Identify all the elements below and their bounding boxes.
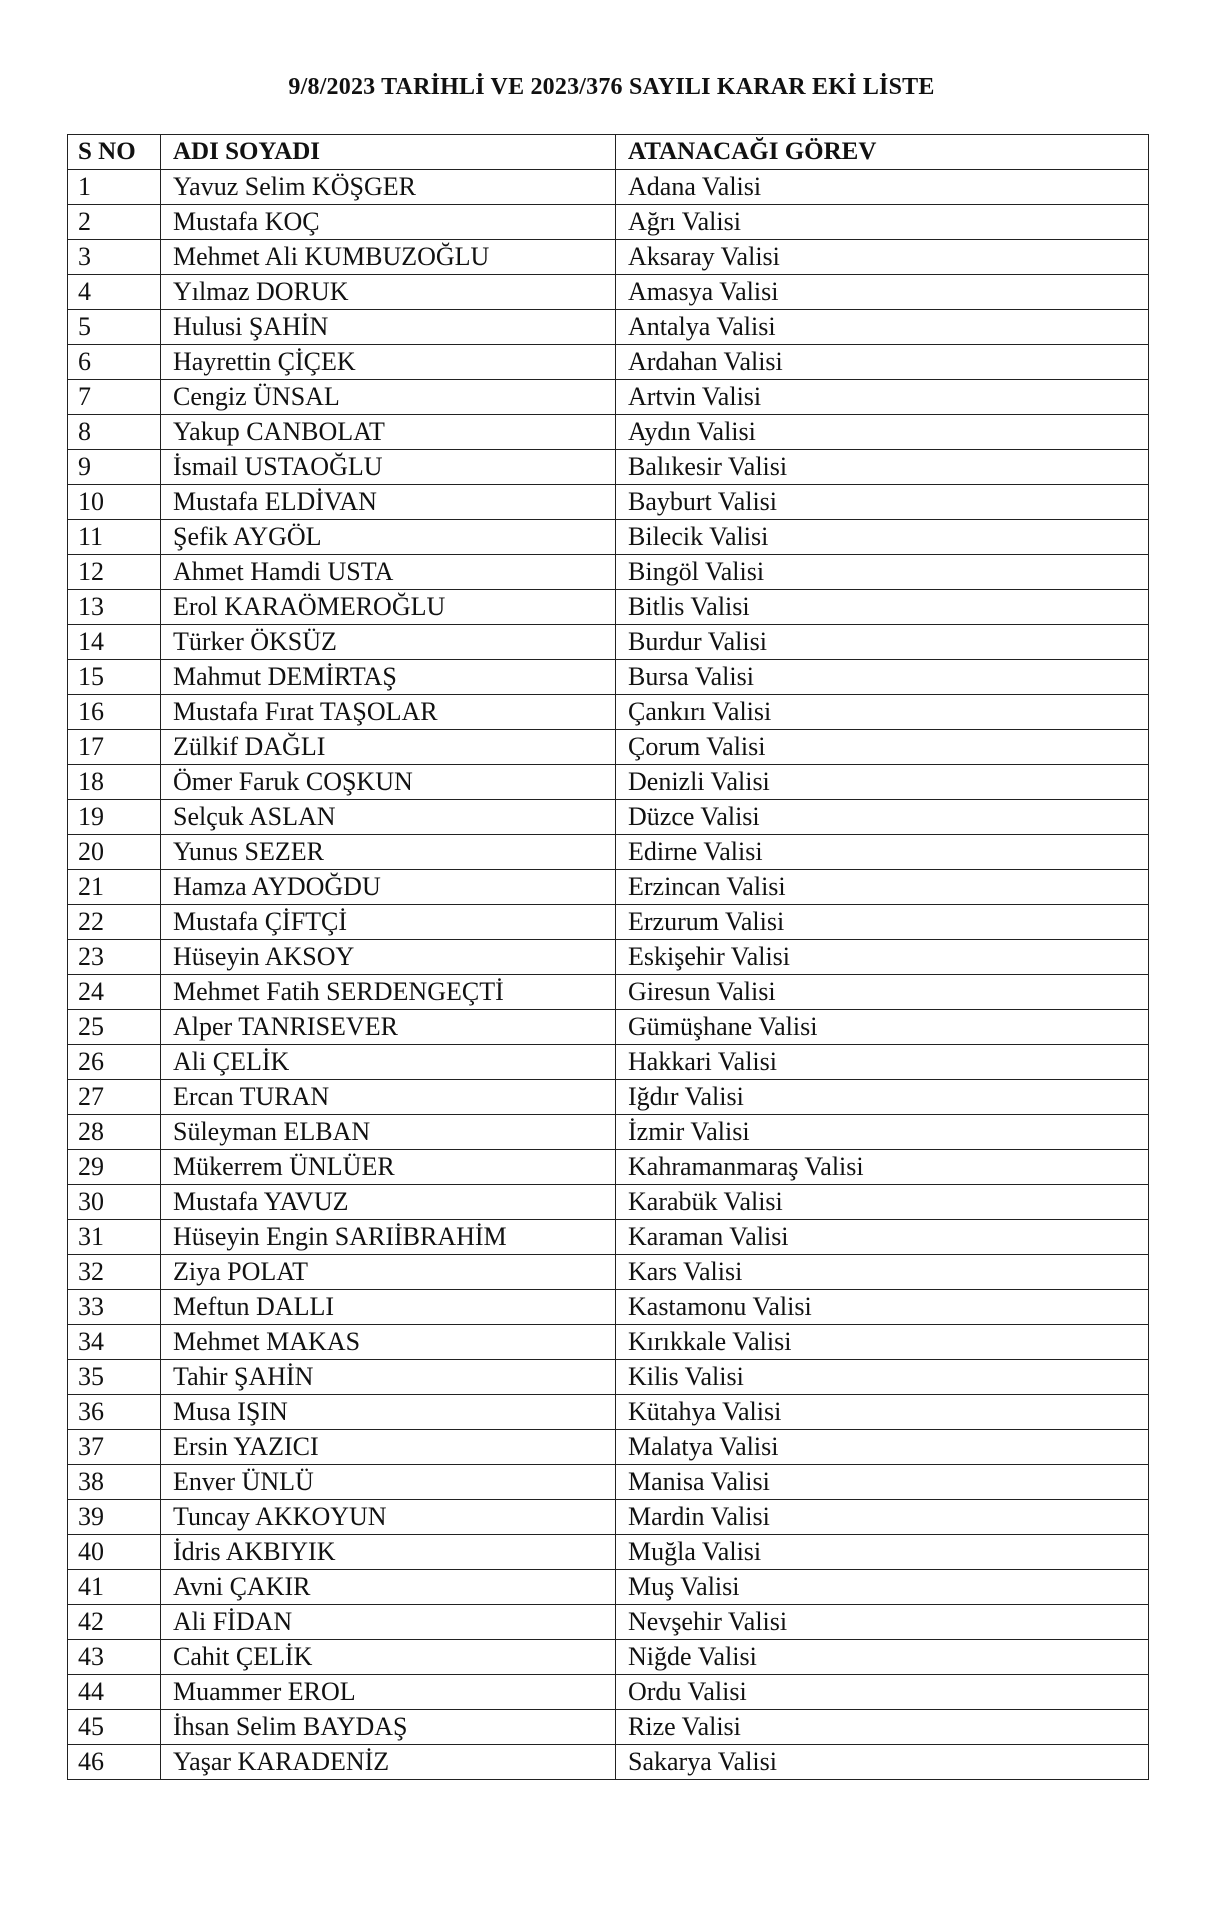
row-name: Alper TANRISEVER bbox=[161, 1010, 616, 1045]
row-number: 8 bbox=[68, 415, 161, 450]
row-name: Hamza AYDOĞDU bbox=[161, 870, 616, 905]
row-role: Muğla Valisi bbox=[616, 1535, 1149, 1570]
row-number: 16 bbox=[68, 695, 161, 730]
table-row bbox=[68, 1605, 1149, 1640]
row-number: 24 bbox=[68, 975, 161, 1010]
row-number: 6 bbox=[68, 345, 161, 380]
row-name: Mahmut DEMİRTAŞ bbox=[161, 660, 616, 695]
row-name: İhsan Selim BAYDAŞ bbox=[161, 1710, 616, 1745]
table-row bbox=[68, 590, 1149, 625]
row-number: 34 bbox=[68, 1325, 161, 1360]
row-role: Antalya Valisi bbox=[616, 310, 1149, 345]
row-number: 14 bbox=[68, 625, 161, 660]
row-name: Mehmet MAKAS bbox=[161, 1325, 616, 1360]
row-name: Yavuz Selim KÖŞGER bbox=[161, 170, 616, 205]
row-number: 17 bbox=[68, 730, 161, 765]
row-name: Erol KARAÖMEROĞLU bbox=[161, 590, 616, 625]
table-row bbox=[68, 1465, 1149, 1500]
row-name: Meftun DALLI bbox=[161, 1290, 616, 1325]
row-name: Yunus SEZER bbox=[161, 835, 616, 870]
table-row bbox=[68, 1080, 1149, 1115]
row-number: 25 bbox=[68, 1010, 161, 1045]
row-number: 33 bbox=[68, 1290, 161, 1325]
row-name: Muammer EROL bbox=[161, 1675, 616, 1710]
row-role: Eskişehir Valisi bbox=[616, 940, 1149, 975]
row-role: Gümüşhane Valisi bbox=[616, 1010, 1149, 1045]
row-name: Ersin YAZICI bbox=[161, 1430, 616, 1465]
row-name: Hayrettin ÇİÇEK bbox=[161, 345, 616, 380]
table-row bbox=[68, 1395, 1149, 1430]
row-number: 2 bbox=[68, 205, 161, 240]
table-row bbox=[68, 415, 1149, 450]
row-role: Bilecik Valisi bbox=[616, 520, 1149, 555]
table-row bbox=[68, 1500, 1149, 1535]
table-row bbox=[68, 485, 1149, 520]
row-name: Yılmaz DORUK bbox=[161, 275, 616, 310]
table-row bbox=[68, 1745, 1149, 1780]
row-number: 45 bbox=[68, 1710, 161, 1745]
table-row bbox=[68, 940, 1149, 975]
row-role: Kırıkkale Valisi bbox=[616, 1325, 1149, 1360]
row-role: Burdur Valisi bbox=[616, 625, 1149, 660]
row-name: Hüseyin AKSOY bbox=[161, 940, 616, 975]
table-row bbox=[68, 1220, 1149, 1255]
row-role: Denizli Valisi bbox=[616, 765, 1149, 800]
row-number: 20 bbox=[68, 835, 161, 870]
table-row bbox=[68, 1535, 1149, 1570]
row-number: 11 bbox=[68, 520, 161, 555]
row-number: 28 bbox=[68, 1115, 161, 1150]
row-role: Ordu Valisi bbox=[616, 1675, 1149, 1710]
row-name: Ali ÇELİK bbox=[161, 1045, 616, 1080]
table-row bbox=[68, 1115, 1149, 1150]
row-number: 41 bbox=[68, 1570, 161, 1605]
row-number: 18 bbox=[68, 765, 161, 800]
row-name: Cengiz ÜNSAL bbox=[161, 380, 616, 415]
row-name: Zülkif DAĞLI bbox=[161, 730, 616, 765]
row-number: 9 bbox=[68, 450, 161, 485]
table-row bbox=[68, 835, 1149, 870]
row-role: Kahramanmaraş Valisi bbox=[616, 1150, 1149, 1185]
table-row bbox=[68, 1640, 1149, 1675]
row-role: Kastamonu Valisi bbox=[616, 1290, 1149, 1325]
row-name: Enver ÜNLÜ bbox=[161, 1465, 616, 1500]
row-role: Aksaray Valisi bbox=[616, 240, 1149, 275]
table-row bbox=[68, 170, 1149, 205]
row-name: Mustafa ELDİVAN bbox=[161, 485, 616, 520]
row-role: Bingöl Valisi bbox=[616, 555, 1149, 590]
table-row bbox=[68, 380, 1149, 415]
row-name: Mehmet Ali KUMBUZOĞLU bbox=[161, 240, 616, 275]
header-name: ADI SOYADI bbox=[161, 135, 616, 170]
table-body bbox=[68, 170, 1149, 1780]
row-role: Edirne Valisi bbox=[616, 835, 1149, 870]
table-row bbox=[68, 1675, 1149, 1710]
row-role: Sakarya Valisi bbox=[616, 1745, 1149, 1780]
table-row bbox=[68, 800, 1149, 835]
table-row bbox=[68, 1255, 1149, 1290]
table-row bbox=[68, 1045, 1149, 1080]
row-role: Mardin Valisi bbox=[616, 1500, 1149, 1535]
row-role: Artvin Valisi bbox=[616, 380, 1149, 415]
table-row bbox=[68, 345, 1149, 380]
row-role: Iğdır Valisi bbox=[616, 1080, 1149, 1115]
row-role: Giresun Valisi bbox=[616, 975, 1149, 1010]
table-row bbox=[68, 1360, 1149, 1395]
row-name: Ercan TURAN bbox=[161, 1080, 616, 1115]
table-row bbox=[68, 905, 1149, 940]
row-number: 38 bbox=[68, 1465, 161, 1500]
appointment-table bbox=[67, 134, 1149, 1780]
row-number: 23 bbox=[68, 940, 161, 975]
row-name: Ali FİDAN bbox=[161, 1605, 616, 1640]
row-name: Selçuk ASLAN bbox=[161, 800, 616, 835]
row-role: Çankırı Valisi bbox=[616, 695, 1149, 730]
row-number: 19 bbox=[68, 800, 161, 835]
row-name: Mustafa KOÇ bbox=[161, 205, 616, 240]
row-role: İzmir Valisi bbox=[616, 1115, 1149, 1150]
row-name: Mehmet Fatih SERDENGEÇTİ bbox=[161, 975, 616, 1010]
row-name: Ziya POLAT bbox=[161, 1255, 616, 1290]
row-name: Yakup CANBOLAT bbox=[161, 415, 616, 450]
table-row bbox=[68, 660, 1149, 695]
header-role: ATANACAĞI GÖREV bbox=[616, 135, 1149, 170]
row-number: 35 bbox=[68, 1360, 161, 1395]
row-role: Hakkari Valisi bbox=[616, 1045, 1149, 1080]
row-role: Bitlis Valisi bbox=[616, 590, 1149, 625]
table-row bbox=[68, 1710, 1149, 1745]
row-role: Erzurum Valisi bbox=[616, 905, 1149, 940]
row-number: 39 bbox=[68, 1500, 161, 1535]
table-row bbox=[68, 310, 1149, 345]
row-name: Ahmet Hamdi USTA bbox=[161, 555, 616, 590]
row-number: 30 bbox=[68, 1185, 161, 1220]
row-role: Bayburt Valisi bbox=[616, 485, 1149, 520]
row-number: 15 bbox=[68, 660, 161, 695]
row-name: Yaşar KARADENİZ bbox=[161, 1745, 616, 1780]
row-number: 40 bbox=[68, 1535, 161, 1570]
row-name: Mustafa ÇİFTÇİ bbox=[161, 905, 616, 940]
row-number: 26 bbox=[68, 1045, 161, 1080]
row-name: Musa IŞIN bbox=[161, 1395, 616, 1430]
row-number: 43 bbox=[68, 1640, 161, 1675]
row-name: Türker ÖKSÜZ bbox=[161, 625, 616, 660]
table-row bbox=[68, 1430, 1149, 1465]
row-number: 22 bbox=[68, 905, 161, 940]
row-role: Niğde Valisi bbox=[616, 1640, 1149, 1675]
row-name: Cahit ÇELİK bbox=[161, 1640, 616, 1675]
row-role: Erzincan Valisi bbox=[616, 870, 1149, 905]
row-number: 4 bbox=[68, 275, 161, 310]
table-row bbox=[68, 1570, 1149, 1605]
row-role: Ardahan Valisi bbox=[616, 345, 1149, 380]
row-number: 10 bbox=[68, 485, 161, 520]
table-row bbox=[68, 765, 1149, 800]
table-row bbox=[68, 1290, 1149, 1325]
row-role: Balıkesir Valisi bbox=[616, 450, 1149, 485]
row-number: 46 bbox=[68, 1745, 161, 1780]
row-role: Amasya Valisi bbox=[616, 275, 1149, 310]
row-name: Avni ÇAKIR bbox=[161, 1570, 616, 1605]
table-row bbox=[68, 205, 1149, 240]
row-number: 31 bbox=[68, 1220, 161, 1255]
row-number: 3 bbox=[68, 240, 161, 275]
table-row bbox=[68, 1150, 1149, 1185]
row-role: Çorum Valisi bbox=[616, 730, 1149, 765]
row-name: Süleyman ELBAN bbox=[161, 1115, 616, 1150]
row-role: Malatya Valisi bbox=[616, 1430, 1149, 1465]
row-role: Nevşehir Valisi bbox=[616, 1605, 1149, 1640]
row-number: 42 bbox=[68, 1605, 161, 1640]
table-row bbox=[68, 240, 1149, 275]
row-number: 13 bbox=[68, 590, 161, 625]
row-number: 36 bbox=[68, 1395, 161, 1430]
row-number: 21 bbox=[68, 870, 161, 905]
row-number: 1 bbox=[68, 170, 161, 205]
table-row bbox=[68, 275, 1149, 310]
table-row bbox=[68, 870, 1149, 905]
row-number: 44 bbox=[68, 1675, 161, 1710]
row-number: 7 bbox=[68, 380, 161, 415]
table-row bbox=[68, 695, 1149, 730]
row-role: Muş Valisi bbox=[616, 1570, 1149, 1605]
row-role: Karabük Valisi bbox=[616, 1185, 1149, 1220]
table-row bbox=[68, 625, 1149, 660]
row-name: İdris AKBIYIK bbox=[161, 1535, 616, 1570]
row-number: 27 bbox=[68, 1080, 161, 1115]
table-row bbox=[68, 1185, 1149, 1220]
row-name: Tahir ŞAHİN bbox=[161, 1360, 616, 1395]
table-header-row bbox=[68, 135, 1149, 170]
row-number: 32 bbox=[68, 1255, 161, 1290]
row-role: Rize Valisi bbox=[616, 1710, 1149, 1745]
table-row bbox=[68, 555, 1149, 590]
table-row bbox=[68, 730, 1149, 765]
row-role: Ağrı Valisi bbox=[616, 205, 1149, 240]
row-number: 29 bbox=[68, 1150, 161, 1185]
row-role: Düzce Valisi bbox=[616, 800, 1149, 835]
row-name: Mustafa YAVUZ bbox=[161, 1185, 616, 1220]
row-role: Bursa Valisi bbox=[616, 660, 1149, 695]
row-name: Mükerrem ÜNLÜER bbox=[161, 1150, 616, 1185]
table-row bbox=[68, 520, 1149, 555]
row-name: Ömer Faruk COŞKUN bbox=[161, 765, 616, 800]
row-role: Manisa Valisi bbox=[616, 1465, 1149, 1500]
row-role: Kars Valisi bbox=[616, 1255, 1149, 1290]
row-number: 5 bbox=[68, 310, 161, 345]
row-role: Aydın Valisi bbox=[616, 415, 1149, 450]
table-row bbox=[68, 1010, 1149, 1045]
row-number: 37 bbox=[68, 1430, 161, 1465]
table-row bbox=[68, 975, 1149, 1010]
row-role: Kütahya Valisi bbox=[616, 1395, 1149, 1430]
header-sno: S NO bbox=[68, 135, 161, 170]
row-name: Tuncay AKKOYUN bbox=[161, 1500, 616, 1535]
row-name: İsmail USTAOĞLU bbox=[161, 450, 616, 485]
table-row bbox=[68, 450, 1149, 485]
row-role: Adana Valisi bbox=[616, 170, 1149, 205]
row-role: Kilis Valisi bbox=[616, 1360, 1149, 1395]
row-name: Hüseyin Engin SARIİBRAHİM bbox=[161, 1220, 616, 1255]
document-title: 9/8/2023 TARİHLİ VE 2023/376 SAYILI KARAR EKİ LİSTE bbox=[288, 74, 935, 100]
row-role: Karaman Valisi bbox=[616, 1220, 1149, 1255]
table-row bbox=[68, 1325, 1149, 1360]
row-name: Şefik AYGÖL bbox=[161, 520, 616, 555]
row-number: 12 bbox=[68, 555, 161, 590]
row-name: Hulusi ŞAHİN bbox=[161, 310, 616, 345]
row-name: Mustafa Fırat TAŞOLAR bbox=[161, 695, 616, 730]
